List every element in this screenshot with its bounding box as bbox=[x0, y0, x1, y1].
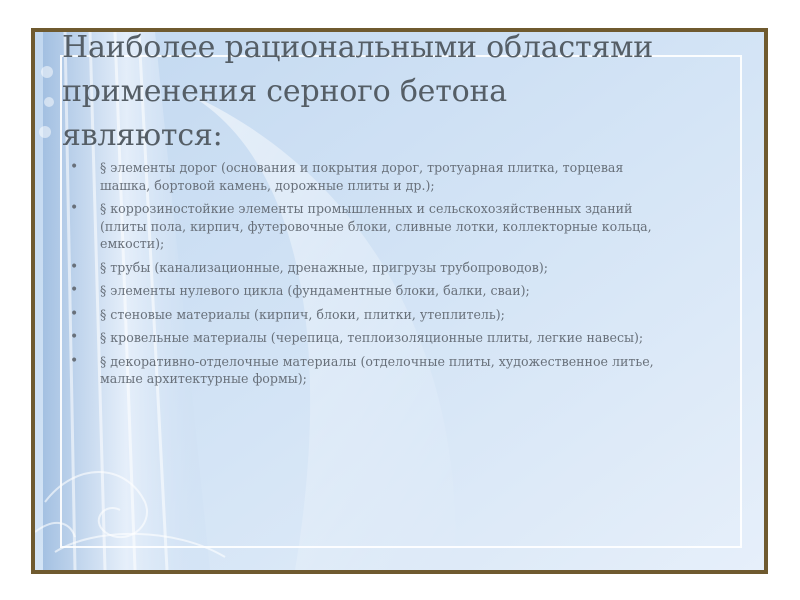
list-item bbox=[70, 282, 660, 300]
list-item bbox=[70, 200, 660, 253]
bullet-marker: • bbox=[70, 352, 79, 369]
list-item bbox=[70, 353, 660, 388]
bullet-marker: • bbox=[70, 282, 79, 298]
list-item-text: § коррозиностойкие элементы промышленных и сельскохозяйственных зданий (плиты пола, кирпич, футеровочные блоки, сливные лотки, коллекторные кольца, емкости); bbox=[100, 201, 652, 251]
list-item-text: § кровельные материалы (черепица, теплоизоляционные плиты, легкие навесы); bbox=[100, 330, 644, 345]
bullet-marker: • bbox=[70, 159, 79, 175]
bullet-marker: • bbox=[70, 305, 79, 322]
list-item-text: § трубы (канализационные, дренажные, пригрузы трубопроводов); bbox=[100, 259, 549, 275]
list-item-text: § стеновые материалы (кирпич, блоки, плитки, утеплитель); bbox=[100, 306, 505, 322]
bullet-marker: • bbox=[70, 200, 79, 216]
list-item-text: § декоративно-отделочные материалы (отделочные плиты, художественное литье, малые архитектурные формы); bbox=[100, 353, 654, 386]
list-item bbox=[70, 259, 660, 277]
list-item bbox=[70, 306, 660, 324]
list-item-text: § элементы нулевого цикла (фундаментные блоки, балки, сваи); bbox=[100, 283, 530, 298]
bullet-marker: • bbox=[70, 258, 79, 275]
list-item-text: § элементы дорог (основания и покрытия дорог, тротуарная плитка, торцевая шашка, бортовой камень, дорожные плиты и др.); bbox=[100, 160, 624, 193]
slide-title: Наиболее рациональными областями применения серного бетона являются: bbox=[62, 30, 654, 153]
bullet-list bbox=[70, 159, 660, 394]
bullet-marker: • bbox=[70, 329, 79, 345]
list-item bbox=[70, 329, 660, 347]
list-item bbox=[70, 159, 660, 194]
